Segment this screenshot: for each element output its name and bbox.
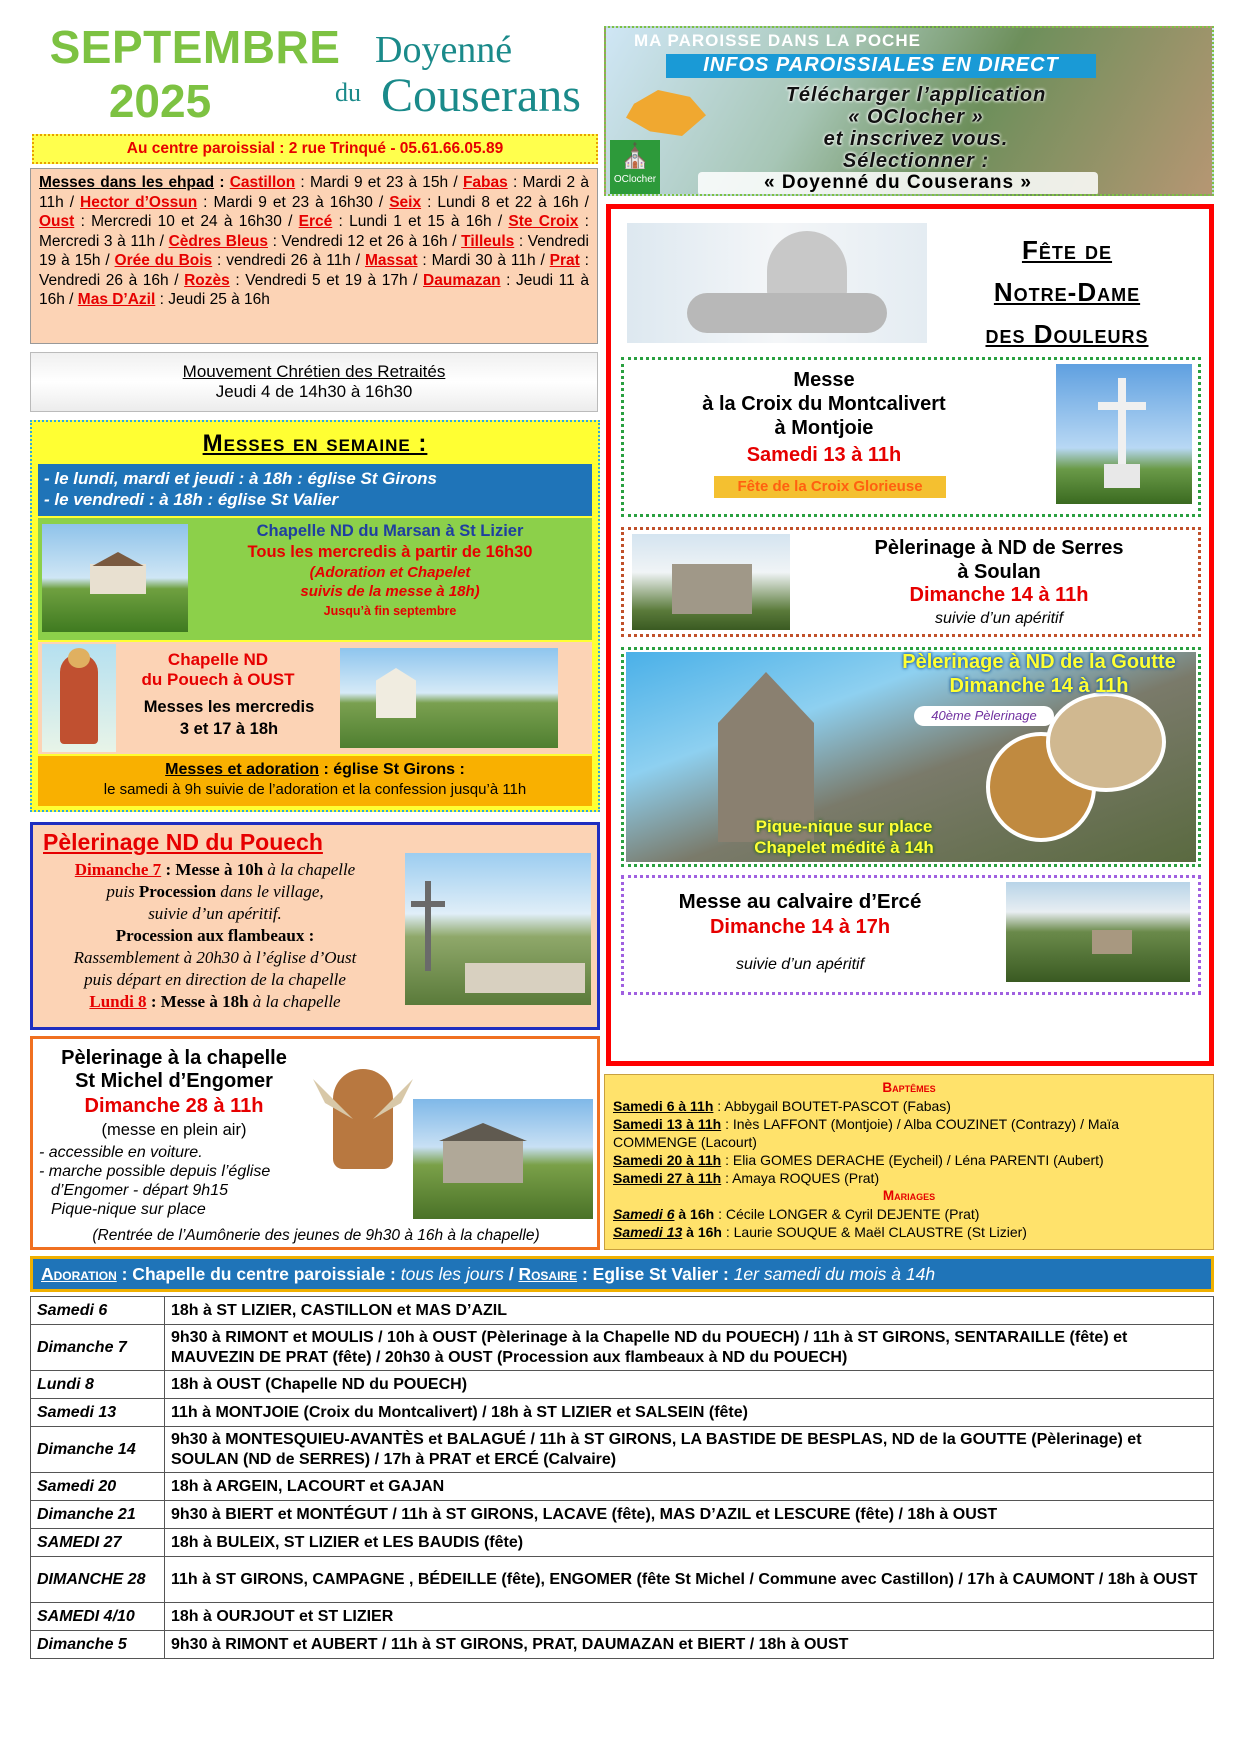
pilgrimage-day7: Dimanche 7 (74, 860, 162, 879)
croix-text (634, 368, 1014, 440)
ehpad-times: : Vendredi 12 et 26 à 16h / (267, 232, 462, 250)
schedule-masses: 9h30 à RIMONT et MOULIS / 10h à OUST (Pèlerinage à la Chapelle ND du POUECH) / 11h à ST GIRONS, SENTARAILLE (fête) et MAUVEZIN DE PRAT (fête) / 20h30 à OUST (Procession aux flambeaux à ND du POUECH) (165, 1325, 1214, 1371)
st-michel-line3: - marche possible depuis l’église (39, 1163, 271, 1180)
brand-line2: du (335, 78, 361, 107)
weekday-title: Messes en semaine : (202, 430, 428, 457)
st-michel-title2: St Michel d’Engomer (75, 1070, 273, 1092)
pieta-photo (627, 223, 927, 343)
pilgrimage-l1a: : Messe à 10h (161, 860, 264, 879)
ehpad-times: : Vendredi 5 et 19 à 17h / (229, 271, 424, 289)
schedule-day: Samedi 20 (31, 1473, 165, 1501)
pilgrimage-l6: puis départ en direction de la chapelle (84, 970, 346, 989)
baptism-date: Samedi 27 à 11h (613, 1170, 722, 1186)
banner-line5: et inscrivez vous. (823, 128, 1009, 150)
pilgrimage-l4: Procession aux flambeaux : (115, 926, 315, 945)
pouech-title (118, 650, 318, 690)
ehpad-place: Oust (39, 213, 75, 230)
marsan-line3: suivis de la messe à 18h) (300, 583, 480, 600)
banner-line2: INFOS PAROISSIALES EN DIRECT (666, 54, 1096, 78)
serres-text (794, 536, 1204, 584)
ehpad-times: : Mercredi 10 et 24 à 16h30 / (74, 213, 299, 230)
croix-montcalivert (621, 357, 1201, 517)
st-michel-line4: d’Engomer - départ 9h15 (51, 1182, 228, 1199)
adoration-label: Adoration (41, 1264, 117, 1284)
baptism-row (613, 1097, 1205, 1115)
pilgrimage-l2b: Procession (138, 882, 217, 901)
weekday-masses (30, 420, 600, 812)
st-michel-line5: Pique-nique sur place (51, 1201, 206, 1218)
ehpad-place: Castillon (229, 174, 296, 191)
adoration-place: : Chapelle du centre paroissiale : (116, 1264, 401, 1284)
adoration-title: Messes et adoration (165, 761, 319, 778)
weekday-line1: - le lundi, mardi et jeudi : à 18h : église St Girons (44, 469, 437, 488)
schedule-masses: 18h à BULEIX, ST LIZIER et LES BAUDIS (fête) (165, 1529, 1214, 1557)
fete-title2: Notre-Dame (993, 277, 1141, 307)
ehpad-times: : Jeudi 25 à 16h (155, 291, 270, 308)
ehpad-times: : Mardi 30 à 11h / (417, 252, 550, 269)
ehpad-place: Rozès (184, 271, 230, 289)
ehpad-times: : Mercredi 3 à 11h / (39, 213, 589, 250)
goutte-line1: Pèlerinage à ND de la Goutte (902, 651, 1176, 673)
ehpad-place: Fabas (462, 174, 508, 191)
pouech-line1: Messes les mercredis (143, 698, 315, 716)
ehpad-place: Hector d’Ossun (80, 193, 198, 211)
schedule-row (31, 1631, 1214, 1659)
oclocher-logo (610, 140, 660, 194)
pilgrimage-l7b: à la chapelle (248, 992, 341, 1011)
schedule-masses: 18h à ST LIZIER, CASTILLON et MAS D’AZIL (165, 1297, 1214, 1325)
marsan-line4: Jusqu’à fin septembre (323, 604, 457, 618)
croix-line3: à Montjoie (774, 417, 874, 439)
marsan-line2: (Adoration et Chapelet (309, 564, 471, 581)
st-michel-chapel-photo (413, 1099, 593, 1219)
serres-photo (632, 534, 790, 630)
schedule-masses: 11h à ST GIRONS, CAMPAGNE , BÉDEILLE (fête), ENGOMER (fête St Michel / Commune avec Castillon) / 17h à CAUMONT / 18h à OUST (165, 1557, 1214, 1603)
sacraments-box (604, 1074, 1214, 1250)
schedule-day: SAMEDI 4/10 (31, 1603, 165, 1631)
adoration-rest: : église St Girons : (319, 761, 465, 778)
erce-line2: suivie d’un apéritif (735, 956, 865, 973)
banner-line3: Télécharger l’application (785, 84, 1047, 106)
weddings-title: Mariages (882, 1188, 936, 1203)
ehpad-place: Massat (364, 252, 418, 269)
st-michel-details (39, 1143, 270, 1219)
pilgrimage-l5: Rassemblement à 20h30 à l’église d’Oust (73, 948, 357, 967)
pilgrimage-l2c: dans le village, (216, 882, 324, 901)
ehpad-place: Prat (549, 252, 580, 269)
banner-line6: Sélectionner : (842, 150, 990, 172)
baptism-date: Samedi 6 à 11h (613, 1098, 714, 1114)
banner-instructions (726, 84, 1106, 172)
baptisms-list (613, 1097, 1205, 1187)
nd-goutte (621, 647, 1201, 867)
mass-schedule-table (30, 1296, 1214, 1659)
wedding-time: à 16h (674, 1206, 715, 1222)
france-map-icon (626, 90, 706, 136)
adoration-sep: / (503, 1264, 519, 1284)
ehpad-times: : Mardi 9 et 23 à 15h / (295, 174, 463, 191)
ehpad-times: : Lundi 1 et 15 à 16h / (332, 213, 509, 230)
pouech-title2: du Pouech à OUST (141, 670, 295, 689)
pilgrimage-l1b: à la chapelle (263, 860, 356, 879)
baptism-names: : Elia GOMES DERACHE (Eycheil) / Léna PARENTI (Aubert) (721, 1152, 1104, 1168)
wedding-date: Samedi 13 (613, 1224, 683, 1240)
schedule-row (31, 1473, 1214, 1501)
schedule-row (31, 1557, 1214, 1603)
pilgrimage-l2a: puis (106, 882, 139, 901)
wedding-time: à 16h (682, 1224, 722, 1240)
fete-title3: des Douleurs (985, 319, 1149, 349)
schedule-row (31, 1603, 1214, 1631)
pouech-chapel (38, 642, 592, 754)
pouech-cross-photo (405, 853, 591, 1005)
page-title-month: SEPTEMBRE (49, 21, 341, 73)
st-michel-date: Dimanche 28 à 11h (84, 1095, 264, 1117)
pouech-info (118, 696, 340, 740)
marsan-chapel (38, 518, 592, 640)
erce-date: Dimanche 14 à 17h (709, 916, 891, 938)
serres-line3: suivie d’un apéritif (934, 610, 1064, 627)
banner-line7: « Doyenné du Couserans » (698, 172, 1098, 196)
st-michel-line6: (Rentrée de l’Aumônerie des jeunes de 9h30 à 16h à la chapelle) (92, 1227, 540, 1244)
baptisms-title: Baptêmes (882, 1080, 936, 1095)
wedding-date: Samedi 6 (613, 1206, 675, 1222)
marsan-photo (42, 524, 188, 632)
brand-line3: Couserans (381, 69, 581, 122)
rosary-when: 1er samedi du mois à 14h (733, 1264, 936, 1284)
rosary-label: Rosaire (518, 1264, 578, 1284)
wedding-row (613, 1205, 1205, 1223)
mcr-title: Mouvement Chrétien des Retraités (182, 362, 446, 381)
schedule-masses: 9h30 à MONTESQUIEU-AVANTÈS et BALAGUÉ / 11h à ST GIRONS, LA BASTIDE DE BESPLAS, ND de la GOUTTE (Pèlerinage) et SOULAN (ND de SERRES) / 17h à PRAT et ERCÉ (Calvaire) (165, 1427, 1214, 1473)
banner-line4: « OClocher » (848, 106, 984, 128)
ehpad-place: Seix (389, 193, 422, 211)
schedule-masses: 18h à ARGEIN, LACOURT et GAJAN (165, 1473, 1214, 1501)
schedule-row (31, 1371, 1214, 1399)
erce-photo (1006, 882, 1190, 982)
goutte-badge: 40ème Pèlerinage (914, 706, 1054, 726)
st-michel-title (39, 1047, 309, 1093)
ehpad-times: : Vendredi 19 à 15h / (39, 232, 589, 269)
schedule-row (31, 1399, 1214, 1427)
adoration-when: tous les jours (400, 1264, 504, 1284)
page-title-year: 2025 (108, 75, 212, 127)
marsan-line1: Tous les mercredis à partir de 16h30 (247, 543, 533, 561)
schedule-masses: 9h30 à BIERT et MONTÉGUT / 11h à ST GIRONS, LACAVE (fête), MAS D’AZIL et LESCURE (fête) / 18h à OUST (165, 1501, 1214, 1529)
baptism-row (613, 1169, 1205, 1187)
st-michel-statue-photo (313, 1059, 413, 1179)
schedule-day: Dimanche 21 (31, 1501, 165, 1529)
adoration-rosary-bar (30, 1256, 1214, 1292)
schedule-day: Dimanche 5 (31, 1631, 165, 1659)
schedule-day: Lundi 8 (31, 1371, 165, 1399)
ehpad-place: Daumazan (423, 271, 501, 289)
schedule-row (31, 1325, 1214, 1371)
schedule-row (31, 1529, 1214, 1557)
schedule-row (31, 1427, 1214, 1473)
banner-line1: MA PAROISSE DANS LA POCHE (634, 31, 921, 50)
fete-title (947, 229, 1187, 355)
baptism-date: Samedi 13 à 11h (613, 1116, 722, 1132)
pilgrimage-st-michel (30, 1036, 600, 1250)
pilgrimage-pouech-text (37, 859, 393, 1013)
baptism-date: Samedi 20 à 11h (613, 1152, 722, 1168)
schedule-day: Dimanche 7 (31, 1325, 165, 1371)
st-michel-title1: Pèlerinage à la chapelle (61, 1047, 287, 1069)
weddings-list (613, 1205, 1205, 1241)
schedule-day: Dimanche 14 (31, 1427, 165, 1473)
ehpad-place: Orée du Bois (114, 252, 213, 269)
pilgrimage-pouech (30, 822, 600, 1030)
goutte-line3: Pique-nique sur place (755, 817, 933, 836)
ehpad-times: : Vendredi 26 à 16h / (39, 252, 589, 289)
croix-badge: Fête de la Croix Glorieuse (714, 476, 946, 498)
ehpad-lead: Messes dans les ehpad (39, 174, 215, 191)
ehpad-place: Tilleuls (461, 232, 515, 250)
ehpad-place: Cèdres Bleus (168, 232, 268, 250)
pouech-title1: Chapelle ND (167, 650, 269, 669)
oclocher-logo-label: OClocher (613, 174, 657, 185)
wedding-names: : Cécile LONGER & Cyril DEJENTE (Prat) (714, 1206, 980, 1222)
baptism-row (613, 1115, 1205, 1151)
ehpad-place: Mas D’Azil (77, 291, 156, 308)
parish-address: Au centre paroissial : 2 rue Trinqué - 05.61.66.05.89 (32, 134, 598, 164)
ehpad-times: : Mardi 2 à 11h / (39, 174, 589, 211)
schedule-masses: 18h à OUST (Chapelle ND du POUECH) (165, 1371, 1214, 1399)
schedule-day: SAMEDI 27 (31, 1529, 165, 1557)
schedule-masses: 11h à MONTJOIE (Croix du Montcalivert) / 18h à ST LIZIER et SALSEIN (fête) (165, 1399, 1214, 1427)
pilgrimage-l3: suivie d’un apéritif. (148, 904, 282, 923)
serres-line1: Pèlerinage à ND de Serres (874, 537, 1124, 559)
schedule-row (31, 1297, 1214, 1325)
adoration-st-girons (38, 756, 592, 806)
baptism-row (613, 1151, 1205, 1169)
croix-line2: à la Croix du Montcalivert (702, 393, 946, 415)
ehpad-masses: Messes dans les ehpad : Castillon : Mardi 9 et 23 à 15h / Fabas : Mardi 2 à 11h / Hector d’Ossun : Mardi 9 et 23 à 16h30 / Seix : Lundi 8 et 22 à 16h / Oust : Mercredi 10 et 24 à 16h30 / Ercé : Lundi 1 et 15 à 16h / Ste Croix : Mercredi 3 à 11h / Cèdres Bleus : Vendredi 12 et 26 à 16h / Tilleuls : Vendredi 19 à 15h / Orée du Bois : vendredi 26 à 11h / Massat : Mardi 30 à 11h / Prat : Vendredi 26 à 16h / Rozès : Vendredi 5 et 19 à 17h / Daumazan : Jeudi 11 à 16h / Mas D’Azil : Jeudi 25 à 16h (30, 168, 598, 344)
pilgrimage-l7a: : Messe à 18h (146, 992, 249, 1011)
goutte-line4: Chapelet médité à 14h (754, 838, 934, 857)
oclocher-banner (604, 26, 1214, 196)
wedding-row (613, 1223, 1205, 1241)
nd-serres (621, 527, 1201, 637)
wedding-names: : Laurie SOUQUE & Maël CLAUSTRE (St Lizier) (721, 1224, 1027, 1240)
goutte-line2: Dimanche 14 à 11h (949, 675, 1129, 697)
rosary-place: : Eglise St Valier : (577, 1264, 734, 1284)
schedule-row (31, 1501, 1214, 1529)
pouech-chapel-photo (340, 648, 558, 748)
calvaire-erce (621, 875, 1201, 995)
church-icon: ⛪ (620, 143, 650, 170)
mcr-when: Jeudi 4 de 14h30 à 16h30 (215, 382, 413, 401)
st-michel-line1: (messe en plein air) (101, 1121, 247, 1139)
marsan-title: Chapelle ND du Marsan à St Lizier (256, 522, 524, 540)
adoration-line2: le samedi à 9h suivie de l’adoration et la confession jusqu’à 11h (103, 781, 527, 798)
pouech-line2: 3 et 17 à 18h (179, 720, 279, 738)
weekday-line2: - le vendredi : à 18h : église St Valier (44, 490, 339, 509)
baptism-names: : Inès LAFFONT (Montjoie) / Alba COUZINET (Contrazy) / Maïa COMMENGE (Lacourt) (613, 1116, 1119, 1150)
serres-line2: à Soulan (957, 561, 1041, 583)
mcr-box (30, 352, 598, 412)
croix-line1: Messe (793, 369, 855, 391)
schedule-day: Samedi 13 (31, 1399, 165, 1427)
fete-title1: Fête de (1021, 235, 1113, 265)
ehpad-place: Ercé (298, 213, 333, 230)
schedule-masses: 9h30 à RIMONT et AUBERT / 11h à ST GIRONS, PRAT, DAUMAZAN et BIERT / 18h à OUST (165, 1631, 1214, 1659)
goutte-title (884, 650, 1194, 698)
pilgrimage-day8: Lundi 8 (89, 992, 147, 1011)
croix-date: Samedi 13 à 11h (746, 444, 902, 466)
schedule-day: DIMANCHE 28 (31, 1557, 165, 1603)
virgin-statue-photo (42, 644, 116, 752)
st-michel-line2: - accessible en voiture. (39, 1144, 203, 1161)
baptism-names: : Amaya ROQUES (Prat) (721, 1170, 880, 1186)
ehpad-items (39, 174, 589, 308)
ehpad-times: : vendredi 26 à 11h / (212, 252, 365, 269)
schedule-masses: 18h à OURJOUT et ST LIZIER (165, 1603, 1214, 1631)
baptism-names: : Abbygail BOUTET-PASCOT (Fabas) (713, 1098, 951, 1114)
goutte-info (684, 816, 1004, 858)
ehpad-times: : Mardi 9 et 23 à 16h30 / (197, 193, 390, 211)
weekday-times (38, 464, 592, 516)
ehpad-place: Ste Croix (508, 213, 579, 230)
ehpad-times: : Lundi 8 et 22 à 16h / (421, 193, 589, 211)
pilgrimage-pouech-title: Pèlerinage ND du Pouech (43, 829, 323, 855)
serres-date: Dimanche 14 à 11h (909, 584, 1089, 606)
brand-line1: Doyenné (375, 29, 513, 71)
fete-notre-dame (606, 204, 1214, 1066)
erce-line1: Messe au calvaire d’Ercé (678, 890, 922, 913)
schedule-day: Samedi 6 (31, 1297, 165, 1325)
ehpad-times: : Jeudi 11 à 16h / (39, 271, 589, 308)
croix-photo (1056, 364, 1192, 504)
